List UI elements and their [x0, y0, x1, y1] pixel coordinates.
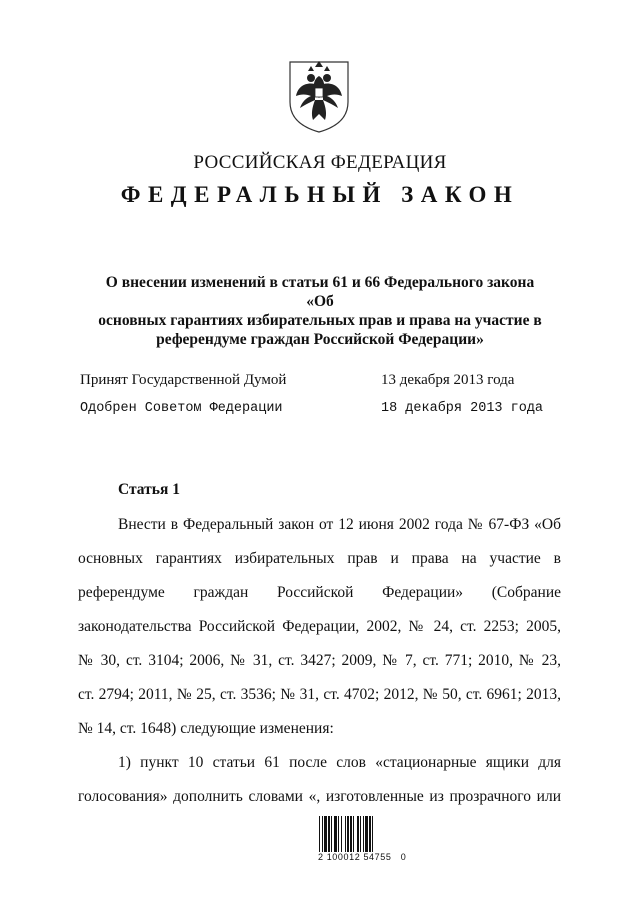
barcode-bar	[360, 816, 361, 852]
article-text-line: основных гарантиях избирательных прав и права на участие в	[78, 550, 561, 567]
article-text-line: голосования» дополнить словами «, изготовленные из прозрачного или	[78, 788, 561, 805]
barcode-bar	[331, 816, 332, 852]
barcode	[318, 816, 404, 852]
barcode-bar	[363, 816, 364, 852]
barcode-bar	[369, 816, 371, 852]
article-body	[78, 508, 561, 814]
law-title	[95, 273, 545, 349]
law-title-line: основных гарантиях избирательных прав и права на участие в	[98, 312, 542, 329]
barcode-bar	[353, 816, 354, 852]
coat-of-arms-emblem	[284, 58, 354, 134]
council-approval-label: Одобрен Советом Федерации	[80, 401, 283, 416]
document-type-heading: ФЕДЕРАЛЬНЫЙ ЗАКОН	[120, 182, 520, 207]
barcode-bar	[334, 816, 337, 852]
duma-adoption-date: 13 декабря 2013 года	[381, 372, 515, 388]
law-title-line: референдуме граждан Российской Федерации»	[156, 331, 484, 348]
barcode-bar	[324, 816, 327, 852]
barcode-bar	[341, 816, 342, 852]
barcode-bar	[338, 816, 339, 852]
barcode-number: 2 100012 54755 0	[318, 852, 407, 862]
barcode-bar	[345, 816, 346, 852]
barcode-bar	[347, 816, 349, 852]
barcode-bar	[357, 816, 359, 852]
barcode-bar	[319, 816, 320, 852]
article-text-line: ст. 2794; 2011, № 25, ст. 3536; № 31, ст. 4702; 2012, № 50, ст. 6961; 2013,	[78, 686, 561, 703]
article-text-line: законодательства Российской Федерации, 2002, № 24, ст. 2253; 2005,	[78, 618, 561, 635]
country-heading: РОССИЙСКАЯ ФЕДЕРАЦИЯ	[193, 152, 447, 173]
barcode-bar	[322, 816, 323, 852]
barcode-bar	[350, 816, 352, 852]
barcode-bar	[365, 816, 368, 852]
article-text-line: Внести в Федеральный закон от 12 июня 2002 года № 67-ФЗ «Об	[118, 516, 561, 533]
article-text-line: 1) пункт 10 статьи 61 после слов «стационарные ящики для	[118, 754, 561, 771]
duma-adoption-label: Принят Государственной Думой	[80, 372, 287, 388]
article-text-line: № 14, ст. 1648) следующие изменения:	[78, 720, 334, 737]
article-text-line: референдуме граждан Российской Федерации» (Собрание	[78, 584, 561, 601]
article-text-line: № 30, ст. 3104; 2006, № 31, ст. 3427; 2009, № 7, ст. 771; 2010, № 23,	[78, 652, 561, 669]
article-heading: Статья 1	[118, 481, 180, 498]
barcode-bar	[372, 816, 373, 852]
council-approval-date: 18 декабря 2013 года	[381, 401, 544, 416]
law-title-line: О внесении изменений в статьи 61 и 66 Федерального закона «Об	[105, 274, 535, 310]
barcode-bar	[328, 816, 330, 852]
